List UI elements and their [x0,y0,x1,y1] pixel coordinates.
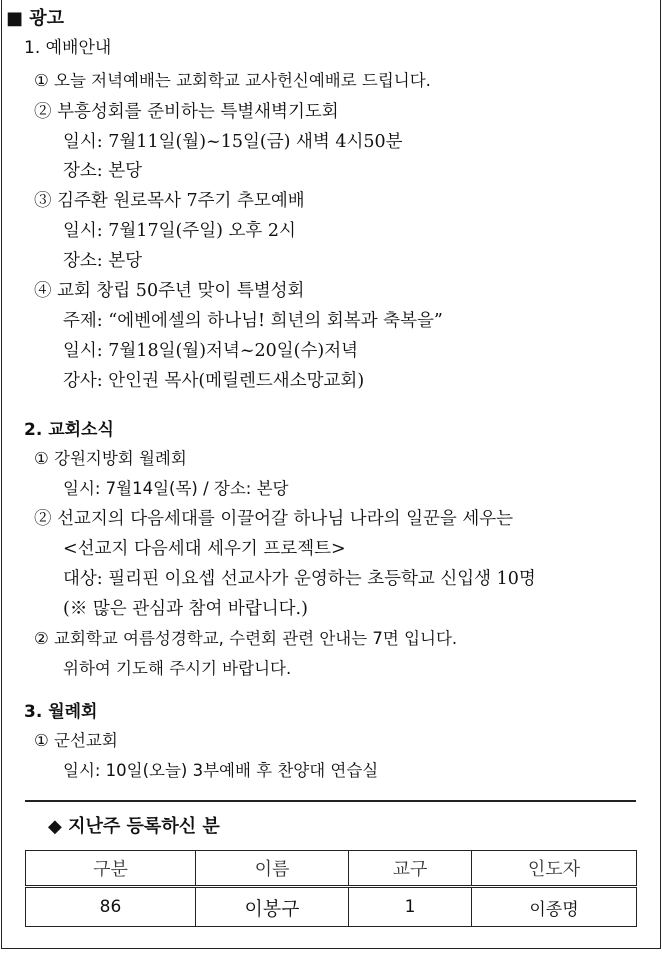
worship-heading: 1. 예배안내 [24,38,112,58]
worship-item-4: ④ 교회 창립 50주년 맞이 특별성회 [34,281,305,301]
registration-heading: ◆ 지난주 등록하신 분 [48,816,220,837]
news-item-1-date: 일시: 7월14일(목) / 장소: 본당 [63,479,289,498]
registration-header-row [26,851,637,887]
column-header-category: 구분 [26,851,196,887]
column-header-name: 이름 [196,851,349,887]
worship-item-2-date: 일시: 7월11일(월)~15일(금) 새벽 4시50분 [63,132,403,152]
worship-item-3-date: 일시: 7월17일(주일) 오후 2시 [63,221,296,241]
news-item-1: ① 강원지방회 월례회 [34,449,187,468]
worship-item-4-theme: 주제: “에벤에셀의 하나님! 희년의 회복과 축복을” [63,311,443,331]
monthly-item-1: ① 군선교회 [34,731,118,750]
cell-guide: 이종명 [472,887,637,927]
column-header-guide: 인도자 [472,851,637,887]
news-item-2-note: (※ 많은 관심과 참여 바랍니다.) [63,599,308,619]
cell-category: 86 [26,887,196,927]
page-title: ■ 광고 [6,8,65,29]
monthly-item-1-date: 일시: 10일(오늘) 3부예배 후 찬양대 연습실 [63,761,379,780]
worship-item-2: ② 부흥성회를 준비하는 특별새벽기도회 [34,102,339,122]
worship-item-1: ① 오늘 저녁예배는 교회학교 교사헌신예배로 드립니다. [34,71,431,90]
worship-item-4-date: 일시: 7월18일(월)저녁~20일(수)저녁 [63,341,359,361]
column-header-district: 교구 [349,851,472,887]
section-divider [25,800,636,802]
news-item-2-project: <선교지 다음세대 세우기 프로젝트> [63,539,346,559]
news-item-2: ② 선교지의 다음세대를 이끌어갈 하나님 나라의 일꾼을 세우는 [34,509,514,529]
worship-item-3-place: 장소: 본당 [63,251,143,271]
news-item-3-prayer: 위하여 기도해 주시기 바랍니다. [63,659,292,678]
worship-item-3: ③ 김주환 원로목사 7주기 추모예배 [34,191,305,211]
news-item-3: ② 교회학교 여름성경학교, 수련회 관련 안내는 7면 입니다. [34,629,458,648]
monthly-heading: 3. 월례회 [24,702,98,722]
cell-name: 이봉구 [196,887,349,927]
registration-table [25,850,637,927]
cell-district: 1 [349,887,472,927]
table-row [26,887,637,927]
news-heading: 2. 교회소식 [24,420,114,440]
worship-item-2-place: 장소: 본당 [63,161,143,181]
news-item-2-target: 대상: 필리핀 이요셉 선교사가 운영하는 초등학교 신입생 10명 [63,569,536,589]
worship-item-4-speaker: 강사: 안인권 목사(메릴렌드새소망교회) [63,371,365,391]
